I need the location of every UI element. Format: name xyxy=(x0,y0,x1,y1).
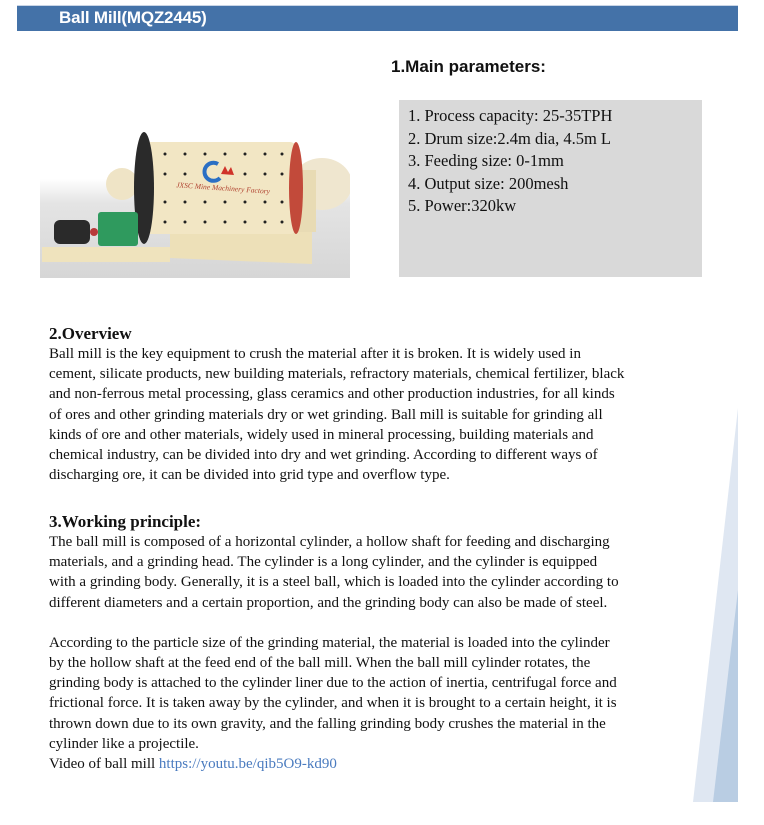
gearbox xyxy=(98,212,138,246)
working-principle-line: The ball mill is composed of a horizontal cylinder, a hollow shaft for feeding and discharging xyxy=(49,534,610,550)
working-principle-line: different diameters and a certain proportion, and the grinding body can also be made of steel. xyxy=(49,594,608,611)
parameter-item: 4. Output size: 200mesh xyxy=(408,173,569,193)
title-bar xyxy=(17,5,738,31)
overview-section xyxy=(49,324,719,485)
product-image xyxy=(40,112,350,278)
main-parameters-heading: 1.Main parameters: xyxy=(391,57,546,76)
parameter-item: 5. Power:320kw xyxy=(408,196,517,215)
mill-main-base xyxy=(170,230,312,264)
drum-flange xyxy=(289,142,303,234)
working-principle-line: According to the particle size of the grinding material, the material is loaded into the cylinder xyxy=(49,634,610,651)
working-principle-line: materials, and a grinding head. The cylinder is a long cylinder, and the cylinder is equipped xyxy=(49,554,598,571)
parameter-item: 2. Drum size:2.4m dia, 4.5m L xyxy=(408,128,612,148)
parameter-item: 1. Process capacity: 25-35TPH xyxy=(408,106,613,125)
motor xyxy=(54,220,90,244)
mill-base-frame xyxy=(42,247,170,262)
feed-end-cone xyxy=(106,168,138,200)
video-label: Video of ball mill xyxy=(49,756,159,773)
working-principle-line: cylinder like a projectile. xyxy=(49,735,199,752)
working-principle-line: by the hollow shaft at the feed end of the ball mill. When the ball mill cylinder rotates, the xyxy=(49,655,591,672)
overview-line: Ball mill is the key equipment to crush the material after it is broken. It is widely used in xyxy=(49,346,581,362)
overview-line: kinds of ore and other materials, widely used in mineral processing, building materials and xyxy=(49,426,594,443)
main-parameters-box xyxy=(399,100,702,277)
working-principle-line: grinding body is attached to the cylinder liner due to the action of inertia, centrifugal force and xyxy=(49,675,617,692)
overview-heading: 2.Overview xyxy=(49,324,132,343)
video-link[interactable]: https://youtu.be/qib5O9-kd90 xyxy=(158,756,337,773)
coupling xyxy=(90,228,98,236)
video-line xyxy=(49,754,719,774)
page-title: Ball Mill(MQZ2445) xyxy=(59,8,207,27)
working-principle-section xyxy=(49,512,719,774)
working-principle-line: with a grinding body. Generally, it is a steel ball, which is loaded into the cylinder according to xyxy=(49,574,619,591)
overview-line: of ores and other grinding materials dry or wet grinding. Ball mill is suitable for grinding all xyxy=(49,406,603,423)
working-principle-heading: 3.Working principle: xyxy=(49,512,202,531)
parameter-item: 3. Feeding size: 0-1mm xyxy=(408,151,564,170)
factory-logo-text: JXSC Mine Machinery Factory xyxy=(175,180,271,196)
working-principle-line: thrown down due to its own gravity, and the falling grinding body crushes the material in the xyxy=(49,715,606,732)
working-principle-line: frictional force. It is taken away by the cylinder, and when it is brought to a certain height, it is xyxy=(49,695,617,712)
ball-mill-illustration xyxy=(40,112,350,278)
overview-line: discharging ore, it can be divided into grid type and overflow type. xyxy=(49,467,450,484)
overview-line: and non-ferrous metal processing, glass ceramics and other production industries, for all kinds xyxy=(49,386,615,403)
overview-line: cement, silicate products, new building materials, refractory materials, chemical fertilizer, black xyxy=(49,366,625,383)
overview-line: chemical industry, can be divided into dry and wet grinding. According to different ways of xyxy=(49,447,598,464)
